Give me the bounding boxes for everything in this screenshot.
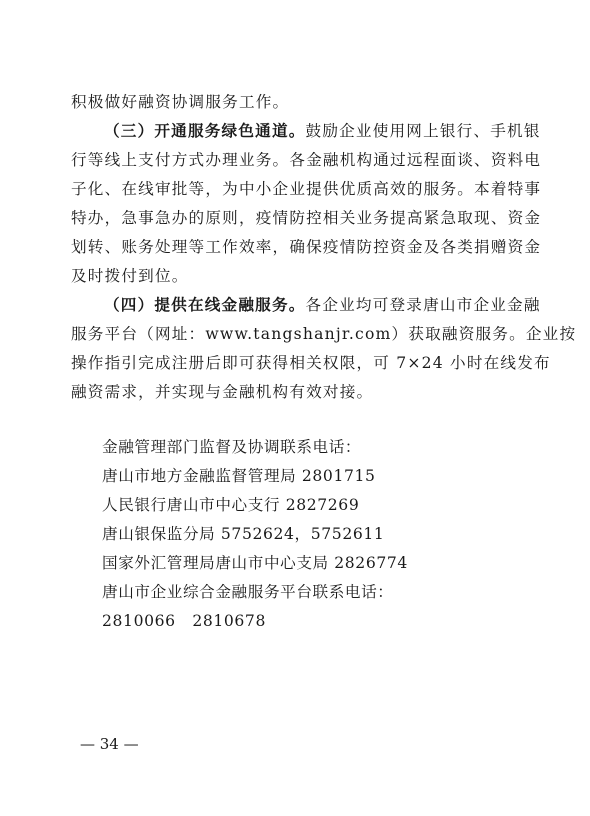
- body-line: 及时拨付到位。: [71, 267, 189, 285]
- contact-line: 唐山银保监分局 5752624，5752611: [102, 525, 385, 543]
- platform-contact-heading: 唐山市企业综合金融服务平台联系电话：: [102, 583, 394, 601]
- contact-line: 国家外汇管理局唐山市中心支局 2826774: [102, 554, 408, 572]
- section-three-line: [104, 121, 541, 141]
- section-four-heading: （四）提供在线金融服务。: [104, 295, 306, 314]
- platform-contact-numbers: 2810066 2810678: [102, 612, 266, 630]
- body-line: 行等线上支付方式办理业务。各金融机构通过远程面谈、资料电: [71, 151, 542, 169]
- body-line: 服务平台（网址：www.tangshanjr.com）获取融资服务。企业按: [71, 325, 577, 343]
- section-four-text: 各企业均可登录唐山市企业金融: [305, 296, 541, 314]
- body-line: 积极做好融资协调服务工作。: [71, 93, 290, 111]
- contacts-heading: 金融管理部门监督及协调联系电话：: [102, 438, 362, 456]
- page-number: — 34 —: [80, 735, 139, 753]
- section-three-heading: （三）开通服务绿色通道。: [104, 121, 306, 140]
- body-line: 融资需求，并实现与金融机构有效对接。: [71, 383, 374, 401]
- contact-line: 人民银行唐山市中心支行 2827269: [102, 496, 360, 514]
- body-line: 特办，急事急办的原则，疫情防控相关业务提高紧急取现、资金: [71, 209, 542, 227]
- section-four-line: [104, 295, 541, 315]
- body-line: 子化、在线审批等，为中小企业提供优质高效的服务。本着特事: [71, 180, 542, 198]
- section-three-text: 鼓励企业使用网上银行、手机银: [305, 122, 541, 140]
- body-line: 操作指引完成注册后即可获得相关权限，可 7×24 小时在线发布: [71, 354, 551, 372]
- contact-line: 唐山市地方金融监督管理局 2801715: [102, 467, 376, 485]
- body-line: 划转、账务处理等工作效率，确保疫情防控资金及各类捐赠资金: [71, 238, 542, 256]
